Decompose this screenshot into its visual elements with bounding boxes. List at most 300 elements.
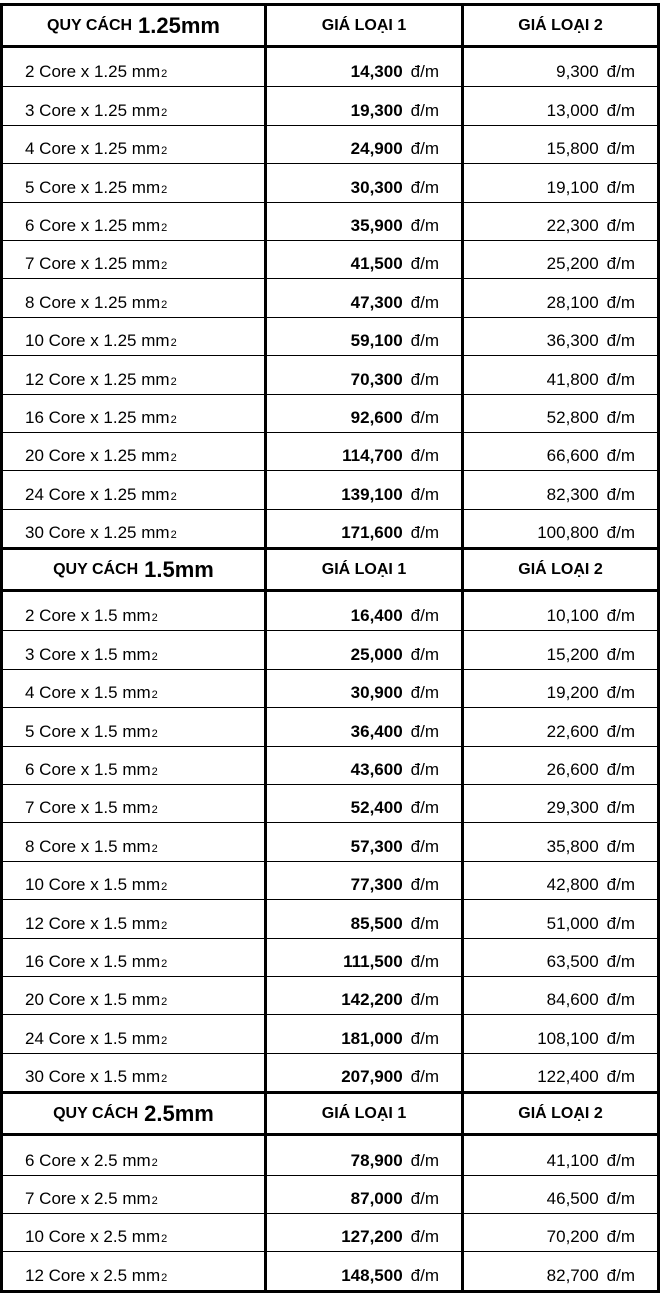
price-tables bbox=[0, 3, 660, 1293]
price2-value: 22,300 bbox=[546, 215, 599, 235]
price1-cell bbox=[267, 164, 464, 201]
price2-cell bbox=[464, 433, 657, 470]
price1-value: 77,300 bbox=[350, 875, 403, 895]
price-unit: đ/m bbox=[410, 721, 439, 741]
price2-cell bbox=[464, 862, 657, 899]
price-unit: đ/m bbox=[606, 523, 635, 543]
spec-text: 20 Core x 1.5 mm bbox=[25, 990, 161, 1010]
price-unit: đ/m bbox=[410, 1067, 439, 1087]
spec-cell bbox=[3, 785, 267, 822]
price2-value: 19,200 bbox=[546, 683, 599, 703]
price1-cell bbox=[267, 279, 464, 316]
spec-text: 12 Core x 2.5 mm bbox=[25, 1265, 161, 1285]
price1-column-header: GIÁ LOẠI 1 bbox=[267, 1094, 464, 1133]
price-unit: đ/m bbox=[606, 1188, 635, 1208]
table-row bbox=[3, 317, 657, 355]
spec-cell bbox=[3, 48, 267, 86]
price2-cell bbox=[464, 1136, 657, 1174]
spec-superscript: 2 bbox=[170, 529, 177, 542]
spec-text: 20 Core x 1.25 mm bbox=[25, 446, 170, 466]
spec-text: 16 Core x 1.5 mm bbox=[25, 951, 161, 971]
table-row bbox=[3, 240, 657, 278]
price-unit: đ/m bbox=[410, 215, 439, 235]
spec-cell bbox=[3, 164, 267, 201]
table-row bbox=[3, 592, 657, 630]
section-header bbox=[3, 6, 657, 48]
price1-value: 24,900 bbox=[350, 139, 403, 159]
price1-value: 25,000 bbox=[350, 644, 403, 664]
spec-text: 24 Core x 1.5 mm bbox=[25, 1028, 161, 1048]
price2-value: 51,000 bbox=[546, 913, 599, 933]
table-row bbox=[3, 278, 657, 316]
spec-text: 7 Core x 2.5 mm bbox=[25, 1188, 151, 1208]
spec-cell bbox=[3, 708, 267, 745]
spec-superscript: 2 bbox=[151, 842, 158, 855]
price1-cell bbox=[267, 900, 464, 937]
price2-value: 82,300 bbox=[546, 484, 599, 504]
price2-value: 84,600 bbox=[546, 990, 599, 1010]
spec-superscript: 2 bbox=[161, 183, 168, 196]
price1-value: 78,900 bbox=[350, 1150, 403, 1170]
price1-value: 52,400 bbox=[350, 798, 403, 818]
price-unit: đ/m bbox=[410, 62, 439, 82]
table-row bbox=[3, 470, 657, 508]
price2-column-header: GIÁ LOẠI 2 bbox=[518, 1104, 603, 1122]
price1-cell bbox=[267, 203, 464, 240]
table-row bbox=[3, 784, 657, 822]
price1-cell bbox=[267, 1252, 464, 1289]
price1-value: 87,000 bbox=[350, 1188, 403, 1208]
spec-superscript: 2 bbox=[151, 804, 158, 817]
table-row bbox=[3, 163, 657, 201]
price-section-1-5mm bbox=[0, 547, 660, 1091]
price-unit: đ/m bbox=[606, 177, 635, 197]
table-row bbox=[3, 125, 657, 163]
price1-cell bbox=[267, 862, 464, 899]
spec-header-prefix: QUY CÁCH bbox=[53, 1104, 139, 1122]
price-unit: đ/m bbox=[606, 990, 635, 1010]
spec-cell bbox=[3, 823, 267, 860]
price1-cell bbox=[267, 708, 464, 745]
price1-value: 207,900 bbox=[341, 1067, 403, 1087]
spec-header-size: 1.25mm bbox=[138, 12, 220, 38]
spec-cell bbox=[3, 670, 267, 707]
spec-superscript: 2 bbox=[161, 145, 168, 158]
price2-value: 108,100 bbox=[537, 1028, 599, 1048]
spec-cell bbox=[3, 939, 267, 976]
spec-superscript: 2 bbox=[151, 766, 158, 779]
price-unit: đ/m bbox=[410, 177, 439, 197]
price2-value: 15,800 bbox=[546, 139, 599, 159]
price-unit: đ/m bbox=[410, 331, 439, 351]
price-unit: đ/m bbox=[606, 1028, 635, 1048]
spec-text: 12 Core x 1.25 mm bbox=[25, 369, 170, 389]
spec-superscript: 2 bbox=[161, 881, 168, 894]
price-unit: đ/m bbox=[606, 100, 635, 120]
price2-cell bbox=[464, 471, 657, 508]
price-unit: đ/m bbox=[606, 292, 635, 312]
price1-value: 16,400 bbox=[350, 606, 403, 626]
price1-value: 35,900 bbox=[350, 215, 403, 235]
price-unit: đ/m bbox=[410, 913, 439, 933]
table-row bbox=[3, 202, 657, 240]
spec-superscript: 2 bbox=[151, 612, 158, 625]
price-unit: đ/m bbox=[606, 683, 635, 703]
spec-text: 4 Core x 1.5 mm bbox=[25, 683, 151, 703]
price-unit: đ/m bbox=[410, 760, 439, 780]
price2-cell bbox=[464, 279, 657, 316]
price-section-1-25mm bbox=[0, 3, 660, 547]
price2-value: 15,200 bbox=[546, 644, 599, 664]
table-row bbox=[3, 976, 657, 1014]
spec-header-prefix: QUY CÁCH bbox=[47, 16, 133, 34]
price-unit: đ/m bbox=[606, 484, 635, 504]
price1-value: 70,300 bbox=[350, 369, 403, 389]
price-unit: đ/m bbox=[410, 139, 439, 159]
price1-value: 148,500 bbox=[341, 1265, 403, 1285]
price1-cell bbox=[267, 939, 464, 976]
price-unit: đ/m bbox=[606, 644, 635, 664]
spec-superscript: 2 bbox=[161, 221, 168, 234]
price1-value: 92,600 bbox=[350, 407, 403, 427]
price2-cell bbox=[464, 395, 657, 432]
price-unit: đ/m bbox=[410, 798, 439, 818]
price1-cell bbox=[267, 126, 464, 163]
price2-value: 52,800 bbox=[546, 407, 599, 427]
price1-cell bbox=[267, 433, 464, 470]
price-unit: đ/m bbox=[606, 215, 635, 235]
spec-superscript: 2 bbox=[170, 375, 177, 388]
table-row bbox=[3, 669, 657, 707]
price-unit: đ/m bbox=[606, 1265, 635, 1285]
price1-cell bbox=[267, 592, 464, 630]
spec-superscript: 2 bbox=[161, 957, 168, 970]
price-unit: đ/m bbox=[606, 331, 635, 351]
price1-value: 43,600 bbox=[350, 760, 403, 780]
spec-cell bbox=[3, 1054, 267, 1091]
price2-value: 10,100 bbox=[546, 606, 599, 626]
spec-cell bbox=[3, 433, 267, 470]
price2-cell bbox=[464, 747, 657, 784]
spec-superscript: 2 bbox=[170, 452, 177, 465]
price2-value: 46,500 bbox=[546, 1188, 599, 1208]
price2-cell bbox=[464, 164, 657, 201]
spec-text: 8 Core x 1.25 mm bbox=[25, 292, 161, 312]
price-unit: đ/m bbox=[606, 1067, 635, 1087]
price-unit: đ/m bbox=[606, 606, 635, 626]
price1-cell bbox=[267, 823, 464, 860]
price1-value: 127,200 bbox=[341, 1227, 403, 1247]
price-unit: đ/m bbox=[606, 1227, 635, 1247]
table-row bbox=[3, 630, 657, 668]
spec-superscript: 2 bbox=[161, 298, 168, 311]
price2-cell bbox=[464, 510, 657, 547]
spec-superscript: 2 bbox=[151, 689, 158, 702]
table-row bbox=[3, 899, 657, 937]
price2-cell bbox=[464, 203, 657, 240]
spec-text: 4 Core x 1.25 mm bbox=[25, 139, 161, 159]
spec-text: 5 Core x 1.25 mm bbox=[25, 177, 161, 197]
spec-cell bbox=[3, 862, 267, 899]
spec-column-header bbox=[3, 6, 267, 45]
price1-value: 19,300 bbox=[350, 100, 403, 120]
price2-value: 25,200 bbox=[546, 254, 599, 274]
price2-column-header: GIÁ LOẠI 2 bbox=[518, 560, 603, 578]
table-row bbox=[3, 86, 657, 124]
price2-cell bbox=[464, 1176, 657, 1213]
spec-text: 10 Core x 1.5 mm bbox=[25, 875, 161, 895]
price1-cell bbox=[267, 747, 464, 784]
price-unit: đ/m bbox=[410, 1188, 439, 1208]
table-row bbox=[3, 355, 657, 393]
price2-value: 41,800 bbox=[546, 369, 599, 389]
table-row bbox=[3, 1136, 657, 1174]
price-unit: đ/m bbox=[410, 292, 439, 312]
spec-cell bbox=[3, 510, 267, 547]
spec-cell bbox=[3, 87, 267, 124]
price2-value: 122,400 bbox=[537, 1067, 599, 1087]
price-unit: đ/m bbox=[606, 798, 635, 818]
table-row bbox=[3, 861, 657, 899]
price2-value: 66,600 bbox=[546, 446, 599, 466]
spec-text: 2 Core x 1.5 mm bbox=[25, 606, 151, 626]
spec-superscript: 2 bbox=[161, 996, 168, 1009]
spec-superscript: 2 bbox=[161, 1233, 168, 1246]
spec-cell bbox=[3, 318, 267, 355]
spec-superscript: 2 bbox=[161, 260, 168, 273]
spec-text: 10 Core x 1.25 mm bbox=[25, 331, 170, 351]
spec-text: 2 Core x 1.25 mm bbox=[25, 62, 161, 82]
price2-cell bbox=[464, 87, 657, 124]
price2-value: 63,500 bbox=[546, 951, 599, 971]
spec-superscript: 2 bbox=[161, 919, 168, 932]
price1-cell bbox=[267, 631, 464, 668]
price1-value: 41,500 bbox=[350, 254, 403, 274]
price1-cell bbox=[267, 395, 464, 432]
spec-superscript: 2 bbox=[161, 1073, 168, 1086]
spec-cell bbox=[3, 1015, 267, 1052]
price1-value: 57,300 bbox=[350, 836, 403, 856]
price1-cell bbox=[267, 48, 464, 86]
spec-header-size: 1.5mm bbox=[144, 556, 214, 582]
table-row bbox=[3, 707, 657, 745]
price-unit: đ/m bbox=[606, 446, 635, 466]
price-unit: đ/m bbox=[606, 62, 635, 82]
price2-cell bbox=[464, 1015, 657, 1052]
price1-cell bbox=[267, 670, 464, 707]
price-unit: đ/m bbox=[410, 523, 439, 543]
spec-superscript: 2 bbox=[151, 727, 158, 740]
spec-text: 16 Core x 1.25 mm bbox=[25, 407, 170, 427]
spec-cell bbox=[3, 1176, 267, 1213]
price2-cell bbox=[464, 900, 657, 937]
price2-value: 19,100 bbox=[546, 177, 599, 197]
spec-cell bbox=[3, 631, 267, 668]
price2-cell bbox=[464, 631, 657, 668]
spec-column-header bbox=[3, 1094, 267, 1133]
spec-superscript: 2 bbox=[151, 1156, 158, 1169]
price2-cell bbox=[464, 1252, 657, 1289]
table-row bbox=[3, 509, 657, 547]
price1-value: 47,300 bbox=[350, 292, 403, 312]
spec-superscript: 2 bbox=[170, 490, 177, 503]
spec-cell bbox=[3, 977, 267, 1014]
price-unit: đ/m bbox=[410, 1265, 439, 1285]
price-unit: đ/m bbox=[410, 990, 439, 1010]
price2-value: 35,800 bbox=[546, 836, 599, 856]
price2-cell bbox=[464, 318, 657, 355]
price1-value: 114,700 bbox=[342, 446, 403, 466]
spec-text: 5 Core x 1.5 mm bbox=[25, 721, 151, 741]
spec-text: 6 Core x 1.25 mm bbox=[25, 215, 161, 235]
spec-cell bbox=[3, 1214, 267, 1251]
price2-cell bbox=[464, 670, 657, 707]
section-rows bbox=[3, 592, 657, 1091]
price1-value: 171,600 bbox=[341, 523, 403, 543]
spec-text: 6 Core x 1.5 mm bbox=[25, 760, 151, 780]
section-header bbox=[3, 1094, 657, 1136]
price-unit: đ/m bbox=[606, 875, 635, 895]
spec-cell bbox=[3, 126, 267, 163]
spec-cell bbox=[3, 395, 267, 432]
spec-cell bbox=[3, 1252, 267, 1289]
price2-value: 13,000 bbox=[546, 100, 599, 120]
spec-text: 6 Core x 2.5 mm bbox=[25, 1150, 151, 1170]
spec-header-size: 2.5mm bbox=[144, 1100, 214, 1126]
price2-cell bbox=[464, 939, 657, 976]
price1-column-header: GIÁ LOẠI 1 bbox=[267, 6, 464, 45]
spec-superscript: 2 bbox=[161, 1034, 168, 1047]
spec-text: 7 Core x 1.5 mm bbox=[25, 798, 151, 818]
price-unit: đ/m bbox=[410, 836, 439, 856]
spec-superscript: 2 bbox=[151, 650, 158, 663]
price-unit: đ/m bbox=[410, 1028, 439, 1048]
table-row bbox=[3, 48, 657, 86]
price1-column-header: GIÁ LOẠI 1 bbox=[267, 550, 464, 589]
price-unit: đ/m bbox=[410, 1150, 439, 1170]
table-row bbox=[3, 394, 657, 432]
price2-cell bbox=[464, 708, 657, 745]
spec-text: 8 Core x 1.5 mm bbox=[25, 836, 151, 856]
price-unit: đ/m bbox=[410, 369, 439, 389]
price1-cell bbox=[267, 510, 464, 547]
price2-value: 26,600 bbox=[546, 760, 599, 780]
price2-cell bbox=[464, 1214, 657, 1251]
price-unit: đ/m bbox=[410, 254, 439, 274]
price1-cell bbox=[267, 87, 464, 124]
spec-superscript: 2 bbox=[170, 337, 177, 350]
price-unit: đ/m bbox=[606, 407, 635, 427]
price2-value: 41,100 bbox=[546, 1150, 599, 1170]
price2-value: 82,700 bbox=[546, 1265, 599, 1285]
price1-cell bbox=[267, 1176, 464, 1213]
table-row bbox=[3, 938, 657, 976]
table-row bbox=[3, 1251, 657, 1289]
spec-cell bbox=[3, 747, 267, 784]
spec-cell bbox=[3, 592, 267, 630]
price1-value: 36,400 bbox=[350, 721, 403, 741]
spec-superscript: 2 bbox=[170, 413, 177, 426]
spec-cell bbox=[3, 279, 267, 316]
spec-cell bbox=[3, 203, 267, 240]
price-unit: đ/m bbox=[606, 139, 635, 159]
spec-superscript: 2 bbox=[161, 1271, 168, 1284]
table-row bbox=[3, 746, 657, 784]
price-unit: đ/m bbox=[410, 683, 439, 703]
price1-value: 85,500 bbox=[350, 913, 403, 933]
spec-cell bbox=[3, 900, 267, 937]
spec-superscript: 2 bbox=[161, 106, 168, 119]
price-unit: đ/m bbox=[410, 606, 439, 626]
price-unit: đ/m bbox=[606, 760, 635, 780]
spec-text: 10 Core x 2.5 mm bbox=[25, 1227, 161, 1247]
price-unit: đ/m bbox=[410, 951, 439, 971]
table-row bbox=[3, 822, 657, 860]
spec-cell bbox=[3, 356, 267, 393]
price2-cell bbox=[464, 48, 657, 86]
spec-text: 30 Core x 1.25 mm bbox=[25, 523, 170, 543]
price2-value: 42,800 bbox=[546, 875, 599, 895]
price2-cell bbox=[464, 241, 657, 278]
section-header bbox=[3, 550, 657, 592]
price1-value: 139,100 bbox=[341, 484, 403, 504]
price2-value: 29,300 bbox=[546, 798, 599, 818]
price2-value: 22,600 bbox=[546, 721, 599, 741]
price1-value: 181,000 bbox=[341, 1028, 403, 1048]
section-rows bbox=[3, 48, 657, 547]
price1-value: 59,100 bbox=[350, 331, 403, 351]
table-row bbox=[3, 1053, 657, 1091]
spec-text: 12 Core x 1.5 mm bbox=[25, 913, 161, 933]
spec-header-prefix: QUY CÁCH bbox=[53, 560, 139, 578]
price2-value: 9,300 bbox=[556, 62, 599, 82]
spec-text: 30 Core x 1.5 mm bbox=[25, 1067, 161, 1087]
price1-cell bbox=[267, 1054, 464, 1091]
price-unit: đ/m bbox=[410, 446, 439, 466]
spec-text: 3 Core x 1.25 mm bbox=[25, 100, 161, 120]
price-unit: đ/m bbox=[606, 913, 635, 933]
price2-cell bbox=[464, 977, 657, 1014]
price2-cell bbox=[464, 823, 657, 860]
price-unit: đ/m bbox=[606, 951, 635, 971]
price-unit: đ/m bbox=[606, 254, 635, 274]
price1-cell bbox=[267, 1136, 464, 1174]
price-unit: đ/m bbox=[410, 644, 439, 664]
price2-cell bbox=[464, 592, 657, 630]
table-row bbox=[3, 1213, 657, 1251]
price-unit: đ/m bbox=[410, 875, 439, 895]
spec-text: 24 Core x 1.25 mm bbox=[25, 484, 170, 504]
price1-cell bbox=[267, 1214, 464, 1251]
price1-cell bbox=[267, 318, 464, 355]
table-row bbox=[3, 432, 657, 470]
spec-column-header bbox=[3, 550, 267, 589]
spec-superscript: 2 bbox=[161, 68, 168, 81]
price1-cell bbox=[267, 785, 464, 822]
price2-cell bbox=[464, 356, 657, 393]
spec-text: 7 Core x 1.25 mm bbox=[25, 254, 161, 274]
price2-cell bbox=[464, 1054, 657, 1091]
price1-cell bbox=[267, 241, 464, 278]
price-unit: đ/m bbox=[410, 484, 439, 504]
price2-cell bbox=[464, 126, 657, 163]
price-unit: đ/m bbox=[606, 836, 635, 856]
price-unit: đ/m bbox=[606, 1150, 635, 1170]
table-row bbox=[3, 1175, 657, 1213]
spec-cell bbox=[3, 471, 267, 508]
price1-cell bbox=[267, 977, 464, 1014]
section-rows bbox=[3, 1136, 657, 1290]
